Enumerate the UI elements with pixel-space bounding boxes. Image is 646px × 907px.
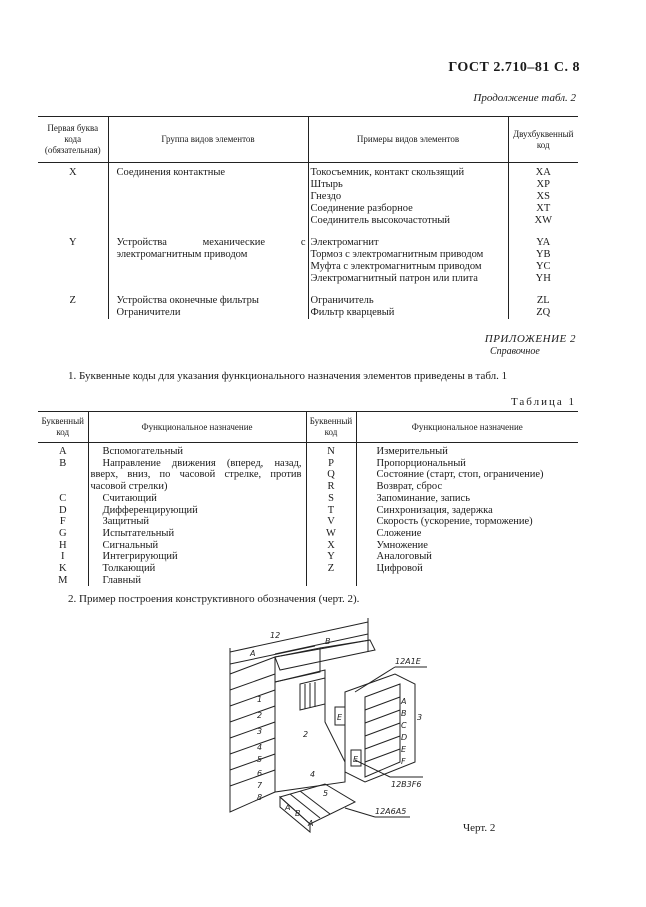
table-1-label: Таблица 1 bbox=[510, 396, 576, 408]
cell: ZQ bbox=[508, 307, 578, 319]
cell: Защитный bbox=[88, 516, 306, 528]
center-label: 4 bbox=[310, 770, 316, 779]
paragraph-2: 2. Пример построения конструктивного обозначения (черт. 2). bbox=[68, 593, 360, 605]
cabinet-drawing bbox=[205, 612, 445, 837]
cell: Цифровой bbox=[356, 563, 578, 575]
col-header: Примеры видов элементов bbox=[308, 117, 508, 163]
cell: Гнездо bbox=[308, 191, 508, 203]
cell: Соединения контактные bbox=[108, 163, 308, 180]
cell: M bbox=[58, 574, 68, 586]
col-header: Двухбуквенный код bbox=[508, 117, 578, 163]
cell: I bbox=[61, 551, 65, 563]
cell: Сложение bbox=[356, 528, 578, 540]
cell: Вспомогательный bbox=[88, 443, 306, 458]
table-row bbox=[38, 493, 578, 505]
row-label: 3 bbox=[257, 727, 263, 736]
table-row bbox=[38, 179, 578, 191]
cell: Скорость (ускорение, торможение) bbox=[356, 516, 578, 528]
cell: XA bbox=[508, 163, 578, 180]
table-row bbox=[38, 273, 578, 285]
cell: ZL bbox=[508, 295, 578, 307]
cell: Возврат, сброс bbox=[356, 481, 578, 493]
cell: Аналоговый bbox=[356, 551, 578, 563]
cell: S bbox=[306, 493, 356, 505]
cell: XP bbox=[508, 179, 578, 191]
col-header: Функциональное назначение bbox=[88, 412, 306, 443]
col-header: Функциональное назначение bbox=[356, 412, 578, 443]
table-row bbox=[38, 203, 578, 215]
cell: P bbox=[306, 458, 356, 470]
cell: XS bbox=[508, 191, 578, 203]
cell: Тормоз с электромагнитным приводом bbox=[308, 249, 508, 261]
row-label: 6 bbox=[257, 769, 263, 778]
row-label: 8 bbox=[257, 793, 263, 802]
cell: Соединитель высокочастотный bbox=[308, 215, 508, 227]
drawer-label: A bbox=[308, 819, 314, 828]
table-row bbox=[38, 191, 578, 203]
cell: G bbox=[58, 527, 67, 539]
right-row-label: E bbox=[401, 745, 407, 754]
cell: W bbox=[306, 528, 356, 540]
cell: T bbox=[306, 505, 356, 517]
cell: K bbox=[58, 563, 67, 575]
cell: D bbox=[58, 504, 67, 516]
cell: Ограничители bbox=[108, 307, 308, 319]
cell: Толкающий bbox=[88, 563, 306, 575]
dimension-line-b bbox=[275, 634, 368, 654]
module-e2-label: E bbox=[353, 755, 359, 764]
table-row bbox=[38, 551, 578, 563]
appendix-title: ПРИЛОЖЕНИЕ 2 bbox=[484, 333, 576, 345]
figure-caption: Черт. 2 bbox=[463, 822, 496, 834]
col-header: Первая буква кода (обязательная) bbox=[38, 117, 108, 163]
table-2-continuation bbox=[38, 116, 578, 319]
cell: Интегрирующий bbox=[88, 551, 306, 563]
cell: Токосъемник, контакт скользящий bbox=[308, 163, 508, 180]
table-row bbox=[38, 575, 578, 587]
row-label: 1 bbox=[257, 695, 263, 704]
page-header: ГОСТ 2.710–81 С. 8 bbox=[448, 60, 580, 75]
cell: Умножение bbox=[356, 540, 578, 552]
right-number-label: 3 bbox=[417, 713, 423, 722]
cell: X bbox=[306, 540, 356, 552]
cell: Состояние (старт, стоп, ограничение) bbox=[356, 469, 578, 481]
left-rows bbox=[230, 674, 275, 786]
table-row bbox=[38, 237, 578, 249]
cell: Электромагнит bbox=[308, 237, 508, 249]
cell: A bbox=[58, 446, 67, 457]
cell: X bbox=[68, 167, 77, 178]
cell: R bbox=[306, 481, 356, 493]
cell: XT bbox=[508, 203, 578, 215]
continuation-label: Продолжение табл. 2 bbox=[473, 92, 576, 104]
leader-bottom bbox=[345, 808, 375, 817]
dim-label-a: A bbox=[250, 649, 256, 658]
row-label: 7 bbox=[257, 781, 263, 790]
cell: Дифференцирующий bbox=[88, 505, 306, 517]
row-label: 4 bbox=[257, 743, 263, 752]
cell: Z bbox=[306, 563, 356, 575]
cell: Синхронизация, задержка bbox=[356, 505, 578, 517]
table-row bbox=[38, 163, 578, 180]
cell: Главный bbox=[88, 575, 306, 587]
callout-top: 12A1E bbox=[395, 657, 421, 666]
cell: Ограничитель bbox=[308, 295, 508, 307]
cell: V bbox=[306, 516, 356, 528]
cell: Фильтр кварцевый bbox=[308, 307, 508, 319]
cell: Y bbox=[68, 237, 77, 248]
right-row-label: A bbox=[401, 697, 407, 706]
table-row bbox=[38, 505, 578, 517]
col-header: Группа видов элементов bbox=[108, 117, 308, 163]
table-row bbox=[38, 261, 578, 273]
row-label: 5 bbox=[257, 755, 263, 764]
drawer-label: 5 bbox=[323, 789, 329, 798]
right-row-label: D bbox=[401, 733, 408, 742]
cabinet-left-face bbox=[230, 657, 275, 812]
cabinet-right-drawers bbox=[365, 684, 400, 777]
cell: B bbox=[59, 457, 67, 469]
dim-label-b: B bbox=[325, 637, 331, 646]
cell: C bbox=[59, 492, 67, 504]
cell: Устройства механические с электромагнитным приводом bbox=[108, 237, 308, 261]
appendix-subtitle: Справочное bbox=[490, 346, 540, 357]
callout-mid: 12B3F6 bbox=[391, 780, 422, 789]
cell: H bbox=[58, 539, 67, 551]
cell: Электромагнитный патрон или плита bbox=[308, 273, 508, 285]
callout-bottom: 12A6A5 bbox=[375, 807, 407, 816]
cell: Штырь bbox=[308, 179, 508, 191]
cell: Измерительный bbox=[356, 443, 578, 458]
col-header: Буквенный код bbox=[38, 412, 88, 443]
table-row bbox=[38, 307, 578, 319]
table-row bbox=[38, 540, 578, 552]
table-row bbox=[38, 215, 578, 227]
table-row bbox=[38, 516, 578, 528]
cell: Пропорциональный bbox=[356, 458, 578, 470]
drawer-label: B bbox=[295, 809, 301, 818]
top-module bbox=[300, 678, 325, 710]
cell: Соединение разборное bbox=[308, 203, 508, 215]
dimension-line-a bbox=[230, 646, 315, 664]
cell: Считающий bbox=[88, 493, 306, 505]
drawer-label: A bbox=[285, 803, 291, 812]
cell: YB bbox=[508, 249, 578, 261]
table-row bbox=[38, 443, 578, 458]
row-label: 2 bbox=[257, 711, 263, 720]
cell: YA bbox=[508, 237, 578, 249]
cell: Устройства оконечные фильтры bbox=[108, 295, 308, 307]
cell: YC bbox=[508, 261, 578, 273]
module-e1-label: E bbox=[337, 713, 343, 722]
table-1 bbox=[38, 411, 578, 586]
cell: Испытательный bbox=[88, 528, 306, 540]
dimension-line-12 bbox=[230, 622, 368, 652]
center-label: 2 bbox=[303, 730, 309, 739]
table-row bbox=[38, 528, 578, 540]
cell: N bbox=[306, 443, 356, 458]
cell: F bbox=[59, 516, 66, 528]
cell: Q bbox=[306, 469, 356, 481]
cell: Муфта с электромагнитным приводом bbox=[308, 261, 508, 273]
col-header: Буквенный код bbox=[306, 412, 356, 443]
right-row-label: C bbox=[401, 721, 407, 730]
table-row bbox=[38, 563, 578, 575]
paragraph-1: 1. Буквенные коды для указания функционального назначения элементов приведены в табл. 1 bbox=[68, 370, 508, 382]
right-row-label: B bbox=[401, 709, 407, 718]
table-row bbox=[38, 295, 578, 307]
cell: Z bbox=[69, 295, 76, 306]
cell: Сигнальный bbox=[88, 540, 306, 552]
dim-label-12: 12 bbox=[270, 631, 281, 640]
cell: Y bbox=[306, 551, 356, 563]
cell: YH bbox=[508, 273, 578, 285]
right-row-label: F bbox=[401, 757, 406, 766]
cell: XW bbox=[508, 215, 578, 227]
table-row bbox=[38, 458, 578, 470]
cell: Запоминание, запись bbox=[356, 493, 578, 505]
cell: Направление движения (вперед, назад, вверх, вниз, по часовой стрелке, против часовой стрелки) bbox=[88, 458, 306, 493]
